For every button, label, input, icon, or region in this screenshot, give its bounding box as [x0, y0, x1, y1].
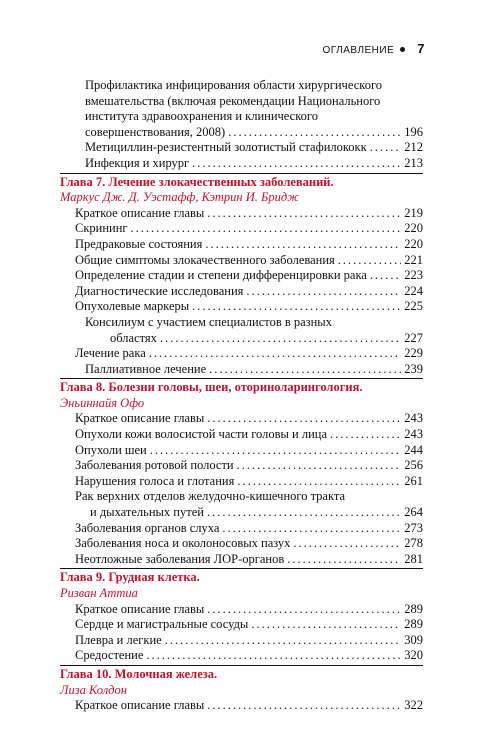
header-section: ОГЛАВЛЕНИЕ	[322, 45, 395, 56]
toc-entry-text: Метициллин-резистентный золотистый стафилококк	[85, 140, 367, 155]
toc-entry-line: вмешательства (включая рекомендации Национального	[85, 93, 381, 108]
toc-entry-page: 264	[404, 505, 423, 520]
leader-dots	[205, 237, 401, 253]
toc-entry-text: Лечение рака	[75, 346, 146, 361]
divider	[60, 665, 423, 666]
divider	[60, 173, 423, 174]
chapter-authors: Эньиннайя Офо	[60, 395, 145, 410]
toc-entry-page: 227	[404, 330, 423, 345]
toc-entry-text: Определение стадии и степени дифференцировки рака	[75, 268, 367, 283]
toc-entry-page: 224	[404, 283, 423, 298]
toc-entry-text: Краткое описание главы	[75, 698, 205, 713]
toc-entry-text: Плевра и легкие	[75, 632, 162, 647]
toc-entry-line: Профилактика инфицирования области хирургического	[85, 78, 383, 92]
leader-dots	[246, 284, 401, 300]
toc-entry-page: 221	[404, 252, 423, 267]
toc-entry[interactable]	[60, 602, 423, 618]
toc-entry-line: Консилиум с участием специалистов в разных	[85, 314, 332, 329]
toc-entry-page: 223	[404, 268, 423, 283]
toc-entry[interactable]	[60, 315, 423, 346]
bullet-icon	[400, 47, 405, 52]
toc-entry[interactable]	[60, 427, 423, 443]
toc-entry-page: 256	[404, 458, 423, 473]
toc-entry-page: 273	[404, 520, 423, 535]
toc-entry[interactable]	[60, 411, 423, 427]
toc-entry[interactable]	[60, 221, 423, 237]
toc-entry-page: 322	[404, 698, 423, 713]
toc-entry[interactable]	[60, 617, 423, 633]
toc-entry-page: 289	[404, 601, 423, 616]
chapter-authors: Маркус Дж. Д. Уэстафф, Кэтрин И. Бридж	[60, 190, 299, 205]
toc-entry[interactable]	[60, 237, 423, 253]
leader-dots	[330, 427, 401, 443]
chapter-title[interactable]: Глава 8. Болезни головы, шеи, оториноларингология.	[60, 380, 363, 395]
toc-entry-text: Опухоли шеи	[75, 442, 147, 457]
chapter-title[interactable]: Глава 9. Грудная клетка.	[60, 570, 200, 585]
toc-entry[interactable]	[60, 299, 423, 315]
leader-dots	[209, 362, 401, 378]
toc-entry[interactable]	[60, 521, 423, 537]
leader-dots	[207, 411, 401, 427]
toc-entry-page: 320	[404, 648, 423, 663]
leader-dots	[222, 521, 401, 537]
toc-entry[interactable]	[60, 443, 423, 459]
toc-entry[interactable]	[60, 698, 423, 714]
toc-entry[interactable]	[60, 346, 423, 362]
toc-entry-page: 261	[404, 473, 423, 488]
toc-entry-text: Паллиативное лечение	[85, 361, 207, 376]
toc-entry[interactable]	[60, 253, 423, 269]
toc-entry[interactable]	[60, 78, 423, 140]
toc-entry-text: Заболевания носа и околоносовых пазух	[75, 536, 291, 551]
toc-entry-text: Предраковые состояния	[75, 236, 203, 251]
toc-entry-text: Заболевания ротовой полости	[75, 458, 234, 473]
toc-entry[interactable]	[60, 474, 423, 490]
chapter-authors: Лиза Колдон	[60, 682, 127, 697]
divider	[60, 378, 423, 379]
toc-entry-line: института здравоохранения и клинического	[85, 109, 318, 124]
toc-entry[interactable]	[60, 489, 423, 520]
toc-entry[interactable]	[60, 633, 423, 649]
toc-entry[interactable]	[60, 362, 423, 378]
toc-entry-page: 244	[404, 442, 423, 457]
toc-entry[interactable]	[60, 140, 423, 156]
toc-entry[interactable]	[60, 284, 423, 300]
leader-dots	[131, 221, 402, 237]
toc-entry-text: Сердце и магистральные сосуды	[75, 617, 249, 632]
toc-entry-text: Опухолевые маркеры	[75, 299, 190, 314]
toc-entry-line: Рак верхних отделов желудочно-кишечного тракта	[75, 489, 346, 504]
leader-dots	[146, 648, 401, 664]
leader-dots	[150, 443, 402, 459]
toc-entry-page: 243	[404, 427, 423, 442]
leader-dots	[293, 536, 401, 552]
toc-entry[interactable]	[60, 536, 423, 552]
toc-entry-text: Диагностические исследования	[75, 283, 244, 298]
toc-entry-page: 289	[404, 617, 423, 632]
leader-dots	[165, 633, 402, 649]
leader-dots	[287, 552, 401, 568]
toc-entry-text: Краткое описание главы	[75, 411, 205, 426]
toc-entry-text: Общие симптомы злокачественного заболевания	[75, 252, 335, 267]
toc-entry[interactable]	[60, 552, 423, 568]
leader-dots	[207, 505, 401, 521]
leader-dots	[160, 331, 401, 347]
toc-entry-text: Опухоли кожи волосистой части головы и лица	[75, 427, 328, 442]
toc-entry-text: Инфекция и хирург	[85, 155, 190, 170]
running-header	[60, 41, 425, 56]
toc-entry[interactable]	[60, 268, 423, 284]
leader-dots	[370, 140, 402, 156]
leader-dots	[251, 617, 401, 633]
leader-dots	[192, 299, 401, 315]
chapter-title[interactable]: Глава 7. Лечение злокачественных заболеваний.	[60, 174, 334, 189]
chapter-authors: Ризван Аттиа	[60, 586, 138, 600]
toc-entry-text: Неотложные заболевания ЛОР-органов	[75, 551, 285, 566]
toc-entry-page: 212	[404, 140, 423, 155]
toc-entry-page: 243	[404, 411, 423, 426]
toc-entry-page: 309	[404, 632, 423, 647]
toc-entry-page: 213	[404, 155, 423, 170]
toc-entry[interactable]	[60, 458, 423, 474]
toc-entry-page: 239	[404, 361, 423, 376]
page-number: 7	[417, 41, 425, 56]
toc-entry-page: 220	[404, 221, 423, 236]
toc	[60, 78, 423, 714]
toc-entry-text: совершенствования, 2008)	[85, 124, 226, 139]
leader-dots	[370, 268, 401, 284]
toc-entry-page: 196	[404, 124, 423, 139]
leader-dots	[228, 125, 401, 141]
toc-entry-text: Краткое описание главы	[75, 601, 205, 616]
toc-entry-text: Скрининг	[75, 221, 128, 236]
leader-dots	[207, 602, 401, 618]
toc-entry-page: 219	[404, 205, 423, 220]
leader-dots	[237, 474, 401, 490]
toc-entry-page: 220	[404, 236, 423, 251]
toc-entry-text: Заболевания органов слуха	[75, 520, 220, 535]
toc-entry-text: областях	[110, 330, 157, 345]
toc-entry[interactable]	[60, 156, 423, 172]
divider	[60, 568, 423, 569]
toc-entry-page: 278	[404, 536, 423, 551]
leader-dots	[149, 346, 402, 362]
leader-dots	[192, 156, 401, 172]
chapter-list	[60, 175, 423, 714]
leader-dots	[207, 206, 401, 222]
leader-dots	[237, 458, 402, 474]
toc-entry-page: 281	[404, 551, 423, 566]
toc-entry[interactable]	[60, 206, 423, 222]
toc-entry-page: 229	[404, 346, 423, 361]
toc-entry-text: Краткое описание главы	[75, 205, 205, 220]
leader-dots	[338, 253, 401, 269]
chapter-title[interactable]: Глава 10. Молочная железа.	[60, 666, 218, 681]
toc-entry[interactable]	[60, 648, 423, 664]
toc-entry-text: и дыхательных путей	[90, 505, 204, 520]
toc-entry-page: 225	[404, 299, 423, 314]
toc-entry-text: Нарушения голоса и глотания	[75, 473, 235, 488]
leader-dots	[207, 698, 401, 714]
toc-entry-text: Средостение	[75, 648, 144, 663]
